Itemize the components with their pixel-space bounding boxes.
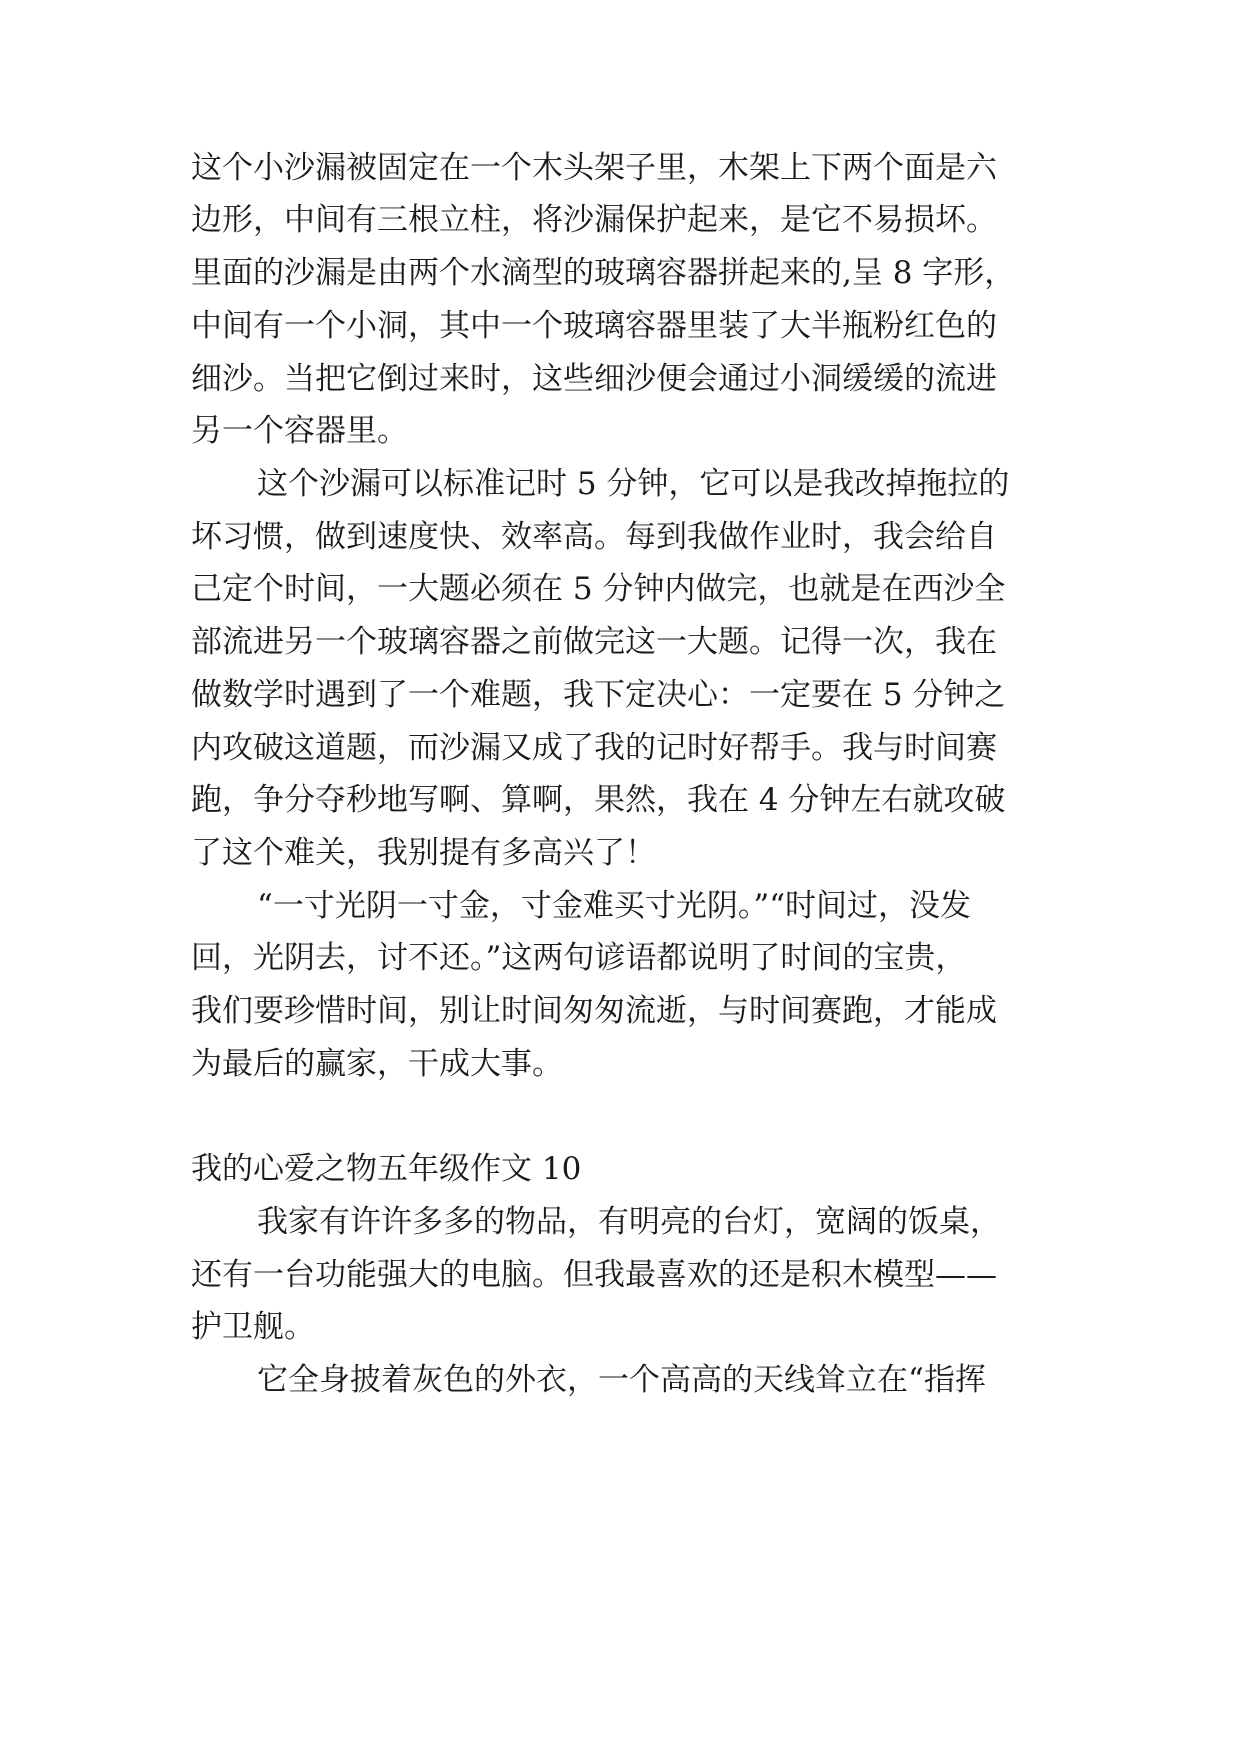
paragraph-line: 另一个容器里。 [191,413,408,449]
paragraph-line: 护卫舰。 [191,1309,315,1345]
paragraph-line: “一寸光阴一寸金，寸金难买寸光阴。”“时间过，没发 [257,888,972,924]
paragraph-line: 还有一台功能强大的电脑。但我最喜欢的还是积木模型—— [191,1257,997,1293]
paragraph-line: 部流进另一个玻璃容器之前做完这一大题。记得一次，我在 [191,624,997,660]
paragraph-line: 中间有一个小洞，其中一个玻璃容器里装了大半瓶粉红色的 [191,308,997,344]
paragraph-line: 边形，中间有三根立柱，将沙漏保护起来，是它不易损坏。 [191,202,997,238]
paragraph-line: 坏习惯，做到速度快、效率高。每到我做作业时，我会给自 [191,519,997,555]
paragraph-line: 它全身披着灰色的外衣，一个高高的天线耸立在“指挥 [257,1362,986,1398]
paragraph-line: 做数学时遇到了一个难题，我下定决心：一定要在 5 分钟之 [191,677,1006,713]
essay-title: 我的心爱之物五年级作文 10 [191,1151,582,1187]
paragraph-line: 细沙。当把它倒过来时，这些细沙便会通过小洞缓缓的流进 [191,361,997,397]
paragraph-line: 回，光阴去，讨不还。”这两句谚语都说明了时间的宝贵， [191,940,967,976]
paragraph-line: 我们要珍惜时间，别让时间匆匆流逝，与时间赛跑，才能成 [191,993,997,1029]
paragraph-line: 我家有许许多多的物品，有明亮的台灯，宽阔的饭桌， [257,1204,1001,1240]
paragraph-line: 了这个难关，我别提有多高兴了！ [191,835,656,871]
paragraph-line: 里面的沙漏是由两个水滴型的玻璃容器拼起来的,呈 8 字形， [191,255,1016,291]
paragraph-line: 这个小沙漏被固定在一个木头架子里，木架上下两个面是六 [191,150,997,186]
paragraph-line: 为最后的赢家，干成大事。 [191,1046,563,1082]
paragraph-line: 己定个时间，一大题必须在 5 分钟内做完，也就是在西沙全 [191,571,1006,607]
paragraph-line: 跑，争分夺秒地写啊、算啊，果然，我在 4 分钟左右就攻破 [191,782,1006,818]
paragraph-line: 这个沙漏可以标准记时 5 分钟，它可以是我改掉拖拉的 [257,466,1010,502]
paragraph-line: 内攻破这道题，而沙漏又成了我的记时好帮手。我与时间赛 [191,730,997,766]
